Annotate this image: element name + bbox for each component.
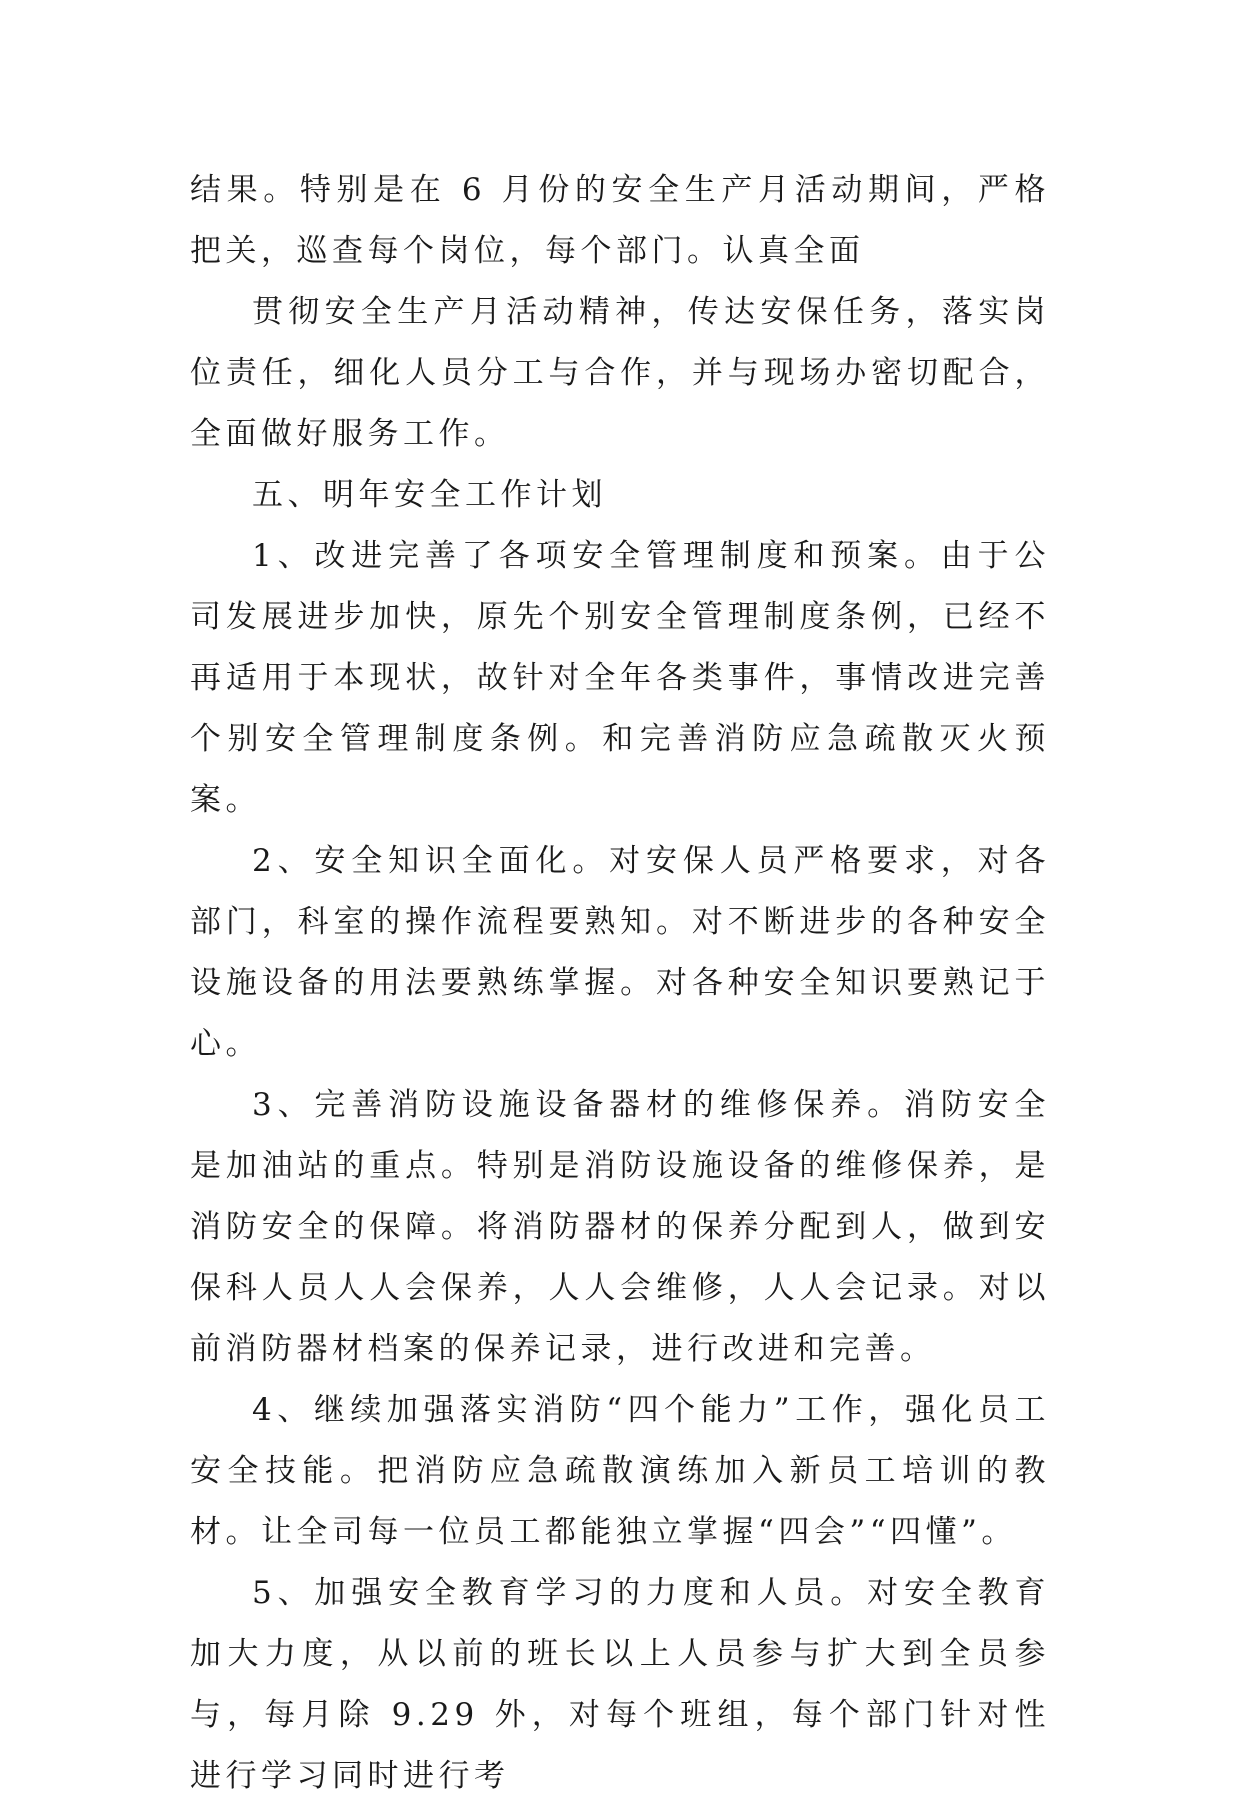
- document-body: [190, 160, 1050, 1807]
- paragraph-item-5: 5、加强安全教育学习的力度和人员。对安全教育加大力度，从以前的班长以上人员参与扩大到全员参与，每月除 9.29 外，对每个班组，每个部门针对性进行学习同时进行考: [190, 1575, 1050, 1794]
- paragraph-item-1: 1、改进完善了各项安全管理制度和预案。由于公司发展进步加快，原先个别安全管理制度条例，已经不再适用于本现状，故针对全年各类事件，事情改进完善个别安全管理制度条例。和完善消防应急疏散灭火预案。: [190, 538, 1050, 818]
- paragraph-item-2: 2、安全知识全面化。对安保人员严格要求，对各部门，科室的操作流程要熟知。对不断进步的各种安全设施设备的用法要熟练掌握。对各种安全知识要熟记于心。: [190, 843, 1050, 1062]
- paragraph-item-4: 4、继续加强落实消防“四个能力”工作，强化员工安全技能。把消防应急疏散演练加入新员工培训的教材。让全司每一位员工都能独立掌握“四会”“四懂”。: [190, 1392, 1050, 1550]
- section-heading-next-year-plan: 五、明年安全工作计划: [252, 477, 607, 513]
- paragraph-continuation: 结果。特别是在 6 月份的安全生产月活动期间，严格把关，巡查每个岗位，每个部门。认真全面: [190, 172, 1050, 269]
- paragraph-item-3: 3、完善消防设施设备器材的维修保养。消防安全是加油站的重点。特别是消防设施设备的维修保养，是消防安全的保障。将消防器材的保养分配到人，做到安保科人员人人会保养，人人会维修，人人会记录。对以前消防器材档案的保养记录，进行改进和完善。: [190, 1087, 1050, 1367]
- paragraph-implement-spirit: 贯彻安全生产月活动精神，传达安保任务，落实岗位责任，细化人员分工与合作，并与现场办密切配合，全面做好服务工作。: [190, 294, 1050, 452]
